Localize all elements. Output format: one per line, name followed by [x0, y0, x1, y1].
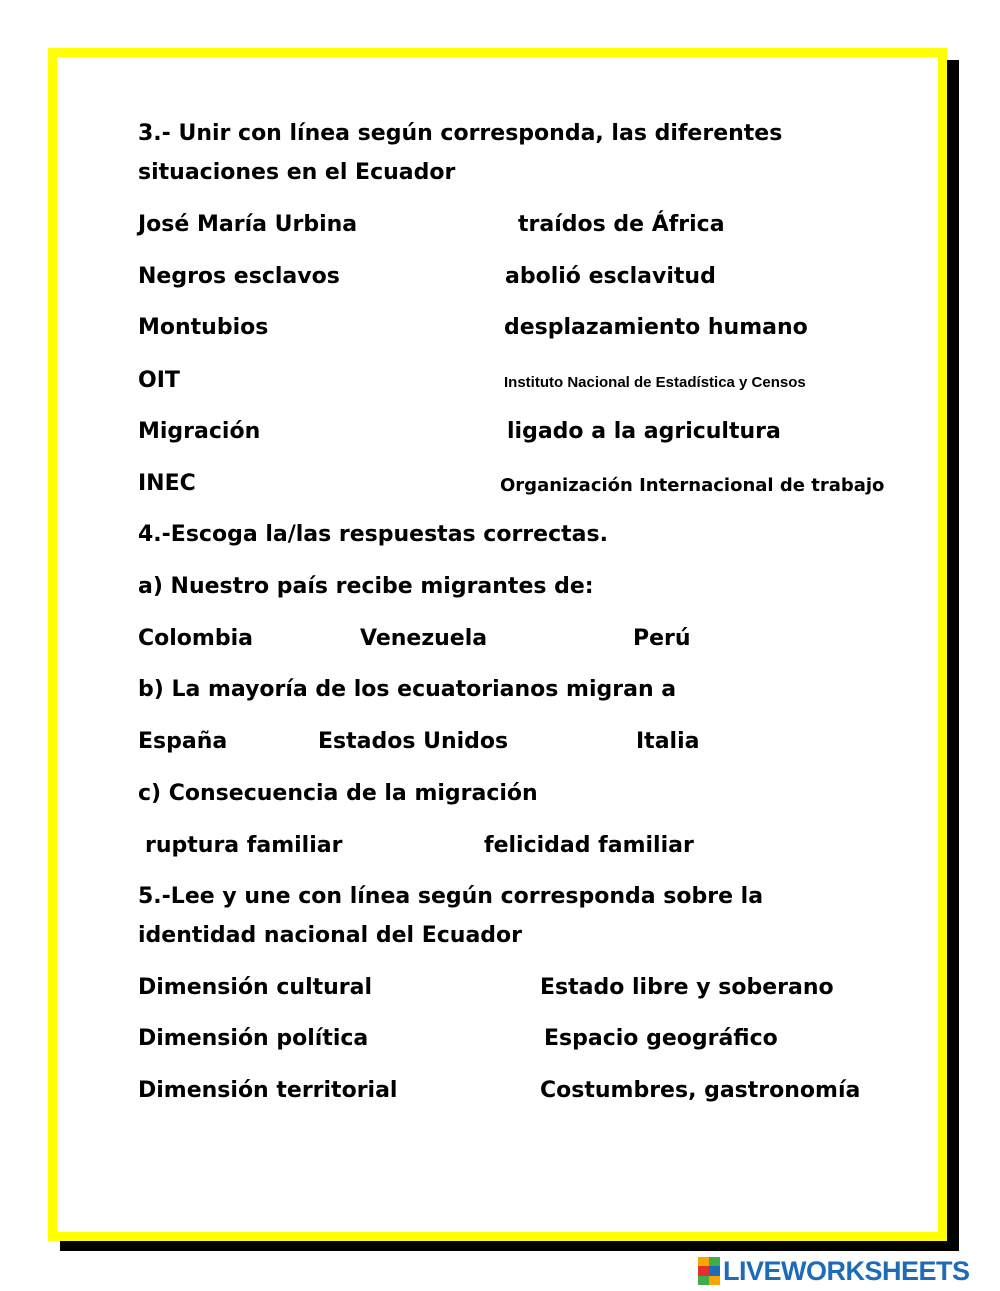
match-right-item[interactable]: traídos de África [518, 212, 725, 237]
match-right-item[interactable]: Costumbres, gastronomía [540, 1078, 861, 1103]
section5-title-line1: 5.-Lee y une con línea según corresponda sobre la [138, 884, 764, 909]
option-italia[interactable]: Italia [636, 729, 700, 754]
match-left-item[interactable]: Dimensión territorial [138, 1078, 398, 1103]
match-left-item[interactable]: INEC [138, 471, 196, 496]
match-left-item[interactable]: Migración [138, 419, 261, 444]
match-right-item[interactable]: Organización Internacional de trabajo [500, 475, 885, 496]
match-right-item[interactable]: abolió esclavitud [505, 264, 716, 289]
match-left-item[interactable]: Montubios [138, 315, 269, 340]
question-c: c) Consecuencia de la migración [138, 781, 538, 806]
match-right-item[interactable]: desplazamiento humano [504, 315, 808, 340]
liveworksheets-logo-icon [698, 1257, 720, 1285]
option-ruptura-familiar[interactable]: ruptura familiar [145, 833, 343, 858]
match-left-item[interactable]: Negros esclavos [138, 264, 340, 289]
section3-title-line1: 3.- Unir con línea según corresponda, las diferentes [138, 121, 783, 146]
match-right-item[interactable]: ligado a la agricultura [507, 419, 781, 444]
section4-title: 4.-Escoga la/las respuestas correctas. [138, 522, 608, 547]
match-left-item[interactable]: José María Urbina [138, 212, 358, 237]
match-right-item[interactable]: Espacio geográfico [544, 1026, 778, 1051]
question-a: a) Nuestro país recibe migrantes de: [138, 574, 594, 599]
match-right-item[interactable]: Estado libre y soberano [540, 975, 834, 1000]
option-venezuela[interactable]: Venezuela [360, 626, 488, 651]
liveworksheets-logo [698, 1256, 970, 1286]
option-peru[interactable]: Perú [633, 626, 691, 651]
option-colombia[interactable]: Colombia [138, 626, 253, 651]
match-right-item[interactable]: Instituto Nacional de Estadística y Censos [504, 374, 806, 391]
option-espana[interactable]: España [138, 729, 228, 754]
match-left-item[interactable]: Dimensión política [138, 1026, 369, 1051]
section5-title-line2: identidad nacional del Ecuador [138, 923, 523, 948]
match-left-item[interactable]: OIT [138, 368, 180, 393]
section3-title-line2: situaciones en el Ecuador [138, 160, 456, 185]
option-estados-unidos[interactable]: Estados Unidos [318, 729, 509, 754]
question-b: b) La mayoría de los ecuatorianos migran a [138, 677, 677, 702]
option-felicidad-familiar[interactable]: felicidad familiar [484, 833, 694, 858]
match-left-item[interactable]: Dimensión cultural [138, 975, 373, 1000]
logo-text: LIVEWORKSHEETS [723, 1256, 970, 1286]
